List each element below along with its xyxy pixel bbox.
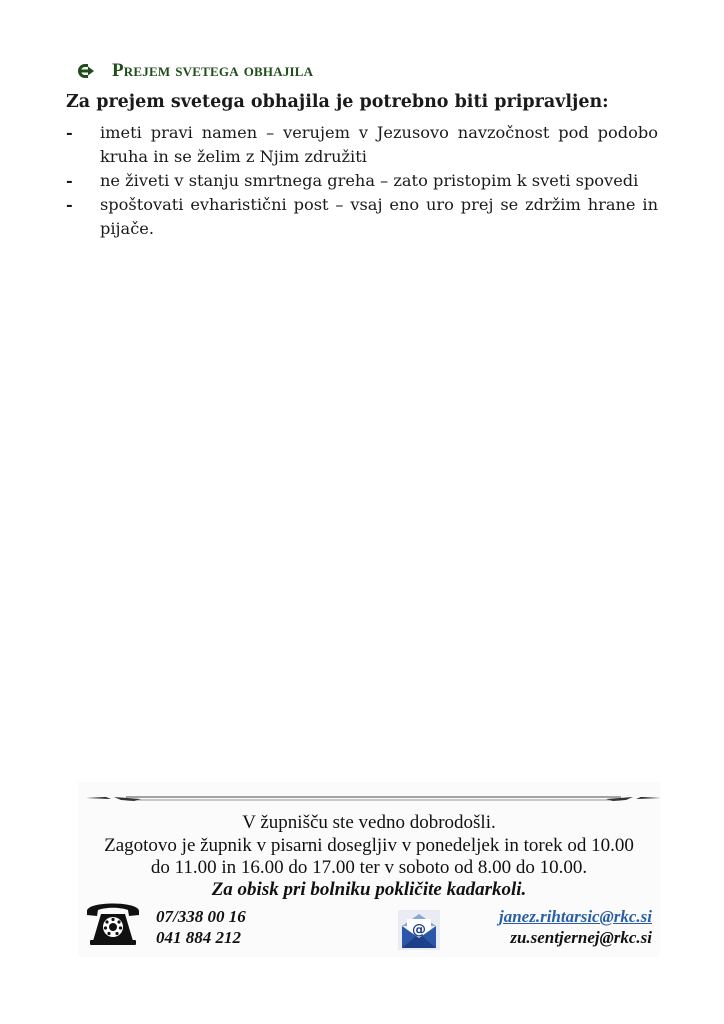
email-envelope-icon xyxy=(398,910,440,950)
svg-text:@: @ xyxy=(412,922,426,938)
footer-hours-2: do 11.00 in 16.00 do 17.00 ter v soboto od 8.00 do 10.00. xyxy=(150,857,588,878)
list-bullet: - xyxy=(66,195,73,214)
footer-welcome: V župnišču ste vedno dobrodošli. xyxy=(242,812,496,833)
list-bullet: - xyxy=(66,123,73,142)
phone-numbers xyxy=(156,906,246,948)
section-title: Prejem svetega obhajila xyxy=(112,60,314,81)
list-item xyxy=(66,121,658,169)
footer-hours-1: Zagotovo je župnik v pisarni dosegljiv v ponedeljek in torek od 10.00 xyxy=(104,835,634,856)
phone-number[interactable]: 041 884 212 xyxy=(156,928,241,947)
list-bullet: - xyxy=(66,171,73,190)
list-item-text: ne živeti v stanju smrtnega greha – zato pristopim k sveti spovedi xyxy=(100,171,639,190)
telephone-icon xyxy=(84,897,142,947)
list-item-text: spoštovati evharistični post – vsaj eno uro prej se zdržim hrane in pijače. xyxy=(100,195,658,238)
section-heading xyxy=(74,60,313,82)
email-link[interactable]: janez.rihtarsic@rkc.si xyxy=(499,907,652,926)
intro-text: Za prejem svetega obhajila je potrebno biti pripravljen: xyxy=(66,92,609,112)
email-addresses xyxy=(499,906,652,948)
list-item-text: imeti pravi namen – verujem v Jezusovo navzočnost pod podobo kruha in se želim z Njim združiti xyxy=(100,123,658,166)
list-item xyxy=(66,193,658,241)
requirements-list xyxy=(66,121,658,241)
footer-sick-visit: Za obisk pri bolniku pokličite kadarkoli. xyxy=(211,879,527,900)
email-address[interactable]: zu.sentjernej@rkc.si xyxy=(510,928,652,947)
list-item xyxy=(66,169,658,193)
phone-number[interactable]: 07/338 00 16 xyxy=(156,907,246,926)
ornamental-divider xyxy=(86,792,661,806)
arrow-right-circle-icon xyxy=(74,63,96,79)
